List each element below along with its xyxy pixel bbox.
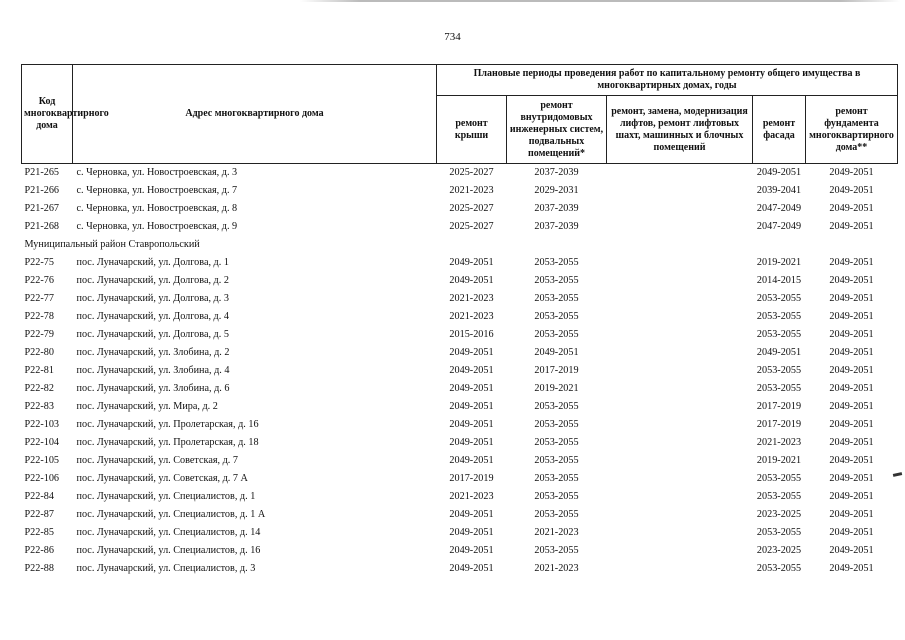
repair-schedule-table bbox=[21, 64, 898, 578]
cell-foundation: 2049-2051 bbox=[829, 563, 874, 574]
cell-elevators bbox=[607, 524, 753, 542]
table-row bbox=[22, 560, 898, 578]
cell-roof: 2049-2051 bbox=[449, 455, 494, 466]
cell-elevators bbox=[607, 200, 753, 218]
cell-code: P22-79 bbox=[24, 329, 54, 340]
table-row bbox=[22, 344, 898, 362]
header-foundation: ремонт фундамента многоквартирного дома** bbox=[806, 96, 898, 164]
cell-roof: 2025-2027 bbox=[449, 167, 494, 178]
cell-foundation: 2049-2051 bbox=[829, 419, 874, 430]
cell-roof: 2049-2051 bbox=[449, 275, 494, 286]
cell-elevators bbox=[607, 506, 753, 524]
cell-address: с. Черновка, ул. Новостроевская, д. 3 bbox=[76, 167, 238, 178]
top-rule bbox=[300, 0, 900, 2]
cell-foundation: 2049-2051 bbox=[829, 167, 874, 178]
table-row bbox=[22, 506, 898, 524]
table-row bbox=[22, 398, 898, 416]
cell-facade: 2021-2023 bbox=[756, 437, 802, 448]
page-number: 734 bbox=[444, 31, 461, 43]
cell-roof: 2021-2023 bbox=[449, 491, 494, 502]
header-facade: ремонт фасада bbox=[753, 96, 806, 164]
cell-roof: 2049-2051 bbox=[449, 365, 494, 376]
cell-code: P22-87 bbox=[24, 509, 54, 520]
cell-engineering: 2053-2055 bbox=[534, 437, 579, 448]
table-row bbox=[22, 218, 898, 236]
cell-engineering: 2053-2055 bbox=[534, 329, 579, 340]
table-row bbox=[22, 308, 898, 326]
table-row bbox=[22, 470, 898, 488]
cell-address: пос. Луначарский, ул. Советская, д. 7 bbox=[76, 455, 238, 466]
cell-foundation: 2049-2051 bbox=[829, 509, 874, 520]
cell-facade: 2053-2055 bbox=[756, 365, 802, 376]
cell-foundation: 2049-2051 bbox=[829, 365, 874, 376]
cell-address: пос. Луначарский, ул. Долгова, д. 4 bbox=[76, 311, 229, 322]
cell-foundation: 2049-2051 bbox=[829, 275, 874, 286]
cell-elevators bbox=[607, 560, 753, 578]
cell-address: пос. Луначарский, ул. Мира, д. 2 bbox=[76, 401, 218, 412]
cell-facade: 2023-2025 bbox=[756, 545, 802, 556]
cell-facade: 2053-2055 bbox=[756, 527, 802, 538]
cell-engineering: 2017-2019 bbox=[534, 365, 579, 376]
cell-engineering: 2049-2051 bbox=[534, 347, 579, 358]
cell-code: P22-82 bbox=[24, 383, 54, 394]
cell-facade: 2053-2055 bbox=[756, 293, 802, 304]
cell-engineering: 2021-2023 bbox=[534, 527, 579, 538]
cell-elevators bbox=[607, 380, 753, 398]
cell-roof: 2049-2051 bbox=[449, 347, 494, 358]
cell-foundation: 2049-2051 bbox=[829, 221, 874, 232]
table-row bbox=[22, 164, 898, 183]
header-engineering: ремонт внутридомовых инженерных систем, подвальных помещений* bbox=[507, 96, 607, 164]
cell-roof: 2049-2051 bbox=[449, 419, 494, 430]
cell-address: пос. Луначарский, ул. Долгова, д. 2 bbox=[76, 275, 229, 286]
cell-engineering: 2053-2055 bbox=[534, 419, 579, 430]
table-row bbox=[22, 416, 898, 434]
cell-foundation: 2049-2051 bbox=[829, 401, 874, 412]
cell-engineering: 2053-2055 bbox=[534, 545, 579, 556]
cell-facade: 2014-2015 bbox=[756, 275, 802, 286]
cell-engineering: 2053-2055 bbox=[534, 491, 579, 502]
cell-foundation: 2049-2051 bbox=[829, 347, 874, 358]
cell-code: P21-267 bbox=[24, 203, 60, 214]
cell-facade: 2023-2025 bbox=[756, 509, 802, 520]
cell-roof: 2049-2051 bbox=[449, 545, 494, 556]
cell-foundation: 2049-2051 bbox=[829, 491, 874, 502]
cell-engineering: 2053-2055 bbox=[534, 257, 579, 268]
cell-foundation: 2049-2051 bbox=[829, 257, 874, 268]
table-row bbox=[22, 290, 898, 308]
cell-code: P22-84 bbox=[24, 491, 54, 502]
cell-address: пос. Луначарский, ул. Долгова, д. 5 bbox=[76, 329, 229, 340]
cell-code: P21-268 bbox=[24, 221, 60, 232]
cell-foundation: 2049-2051 bbox=[829, 527, 874, 538]
table-row bbox=[22, 200, 898, 218]
table-body-group-1 bbox=[22, 164, 898, 237]
cell-roof: 2049-2051 bbox=[449, 563, 494, 574]
cell-address: пос. Луначарский, ул. Злобина, д. 6 bbox=[76, 383, 230, 394]
cell-code: P22-105 bbox=[24, 455, 60, 466]
cell-facade: 2053-2055 bbox=[756, 473, 802, 484]
table-row bbox=[22, 254, 898, 272]
cell-engineering: 2053-2055 bbox=[534, 401, 579, 412]
cell-foundation: 2049-2051 bbox=[829, 383, 874, 394]
cell-facade: 2053-2055 bbox=[756, 491, 802, 502]
section-row-group bbox=[22, 236, 898, 254]
cell-roof: 2017-2019 bbox=[449, 473, 494, 484]
cell-address: пос. Луначарский, ул. Специалистов, д. 14 bbox=[76, 527, 261, 538]
cell-roof: 2049-2051 bbox=[449, 401, 494, 412]
cell-code: P22-81 bbox=[24, 365, 54, 376]
cell-code: P22-75 bbox=[24, 257, 54, 268]
table-body-group-2 bbox=[22, 254, 898, 578]
cell-foundation: 2049-2051 bbox=[829, 293, 874, 304]
cell-facade: 2053-2055 bbox=[756, 563, 802, 574]
cell-elevators bbox=[607, 488, 753, 506]
cell-foundation: 2049-2051 bbox=[829, 311, 874, 322]
cell-engineering: 2053-2055 bbox=[534, 509, 579, 520]
cell-address: пос. Луначарский, ул. Специалистов, д. 3 bbox=[76, 563, 256, 574]
cell-code: P21-265 bbox=[24, 167, 60, 178]
table-row bbox=[22, 182, 898, 200]
cell-code: P22-83 bbox=[24, 401, 54, 412]
cell-roof: 2049-2051 bbox=[449, 527, 494, 538]
cell-roof: 2025-2027 bbox=[449, 203, 494, 214]
cell-code: P22-85 bbox=[24, 527, 54, 538]
cell-engineering: 2029-2031 bbox=[534, 185, 579, 196]
cell-engineering: 2037-2039 bbox=[534, 167, 579, 178]
cell-foundation: 2049-2051 bbox=[829, 185, 874, 196]
header-address: Адрес многоквартирного дома bbox=[73, 65, 437, 164]
cell-code: P22-76 bbox=[24, 275, 54, 286]
cell-address: пос. Луначарский, ул. Пролетарская, д. 16 bbox=[76, 419, 259, 430]
cell-facade: 2019-2021 bbox=[756, 455, 802, 466]
cell-code: P21-266 bbox=[24, 185, 60, 196]
cell-address: пос. Луначарский, ул. Долгова, д. 1 bbox=[76, 257, 229, 268]
cell-code: P22-106 bbox=[24, 473, 60, 484]
header-elevators: ремонт, замена, модернизация лифтов, ремонт лифтовых шахт, машинных и блочных помещений bbox=[607, 96, 753, 164]
cell-roof: 2049-2051 bbox=[449, 509, 494, 520]
cell-engineering: 2053-2055 bbox=[534, 275, 579, 286]
repair-schedule-table-wrap bbox=[21, 64, 897, 578]
cell-code: P22-80 bbox=[24, 347, 54, 358]
cell-engineering: 2037-2039 bbox=[534, 221, 579, 232]
cell-foundation: 2049-2051 bbox=[829, 203, 874, 214]
cell-facade: 2049-2051 bbox=[756, 167, 802, 178]
cell-address: пос. Луначарский, ул. Специалистов, д. 1 А bbox=[76, 509, 266, 520]
cell-address: с. Черновка, ул. Новостроевская, д. 9 bbox=[76, 221, 238, 232]
header-periods-group: Плановые периоды проведения работ по капитальному ремонту общего имущества в многоквартирных домах, годы bbox=[437, 65, 898, 96]
cell-foundation: 2049-2051 bbox=[829, 455, 874, 466]
section-title: Муниципальный район Ставропольский bbox=[24, 239, 200, 250]
cell-code: P22-86 bbox=[24, 545, 54, 556]
cell-address: пос. Луначарский, ул. Специалистов, д. 1 bbox=[76, 491, 256, 502]
cell-roof: 2021-2023 bbox=[449, 185, 494, 196]
cell-address: пос. Луначарский, ул. Советская, д. 7 А bbox=[76, 473, 248, 484]
cell-elevators bbox=[607, 344, 753, 362]
cell-address: пос. Луначарский, ул. Специалистов, д. 16 bbox=[76, 545, 261, 556]
cell-code: P22-103 bbox=[24, 419, 60, 430]
table-row bbox=[22, 452, 898, 470]
cell-elevators bbox=[607, 470, 753, 488]
cell-elevators bbox=[607, 362, 753, 380]
cell-engineering: 2053-2055 bbox=[534, 293, 579, 304]
table-row bbox=[22, 380, 898, 398]
cell-engineering: 2019-2021 bbox=[534, 383, 579, 394]
cell-engineering: 2053-2055 bbox=[534, 473, 579, 484]
cell-roof: 2021-2023 bbox=[449, 311, 494, 322]
cell-roof: 2049-2051 bbox=[449, 383, 494, 394]
table-row bbox=[22, 542, 898, 560]
table-row bbox=[22, 362, 898, 380]
table-row bbox=[22, 326, 898, 344]
cell-code: P22-88 bbox=[24, 563, 54, 574]
cell-engineering: 2053-2055 bbox=[534, 311, 579, 322]
cell-facade: 2039-2041 bbox=[756, 185, 802, 196]
cell-elevators bbox=[607, 254, 753, 272]
cell-elevators bbox=[607, 164, 753, 183]
cell-address: пос. Луначарский, ул. Злобина, д. 4 bbox=[76, 365, 230, 376]
cell-roof: 2025-2027 bbox=[449, 221, 494, 232]
cell-facade: 2053-2055 bbox=[756, 383, 802, 394]
cell-facade: 2047-2049 bbox=[756, 221, 802, 232]
cell-address: пос. Луначарский, ул. Пролетарская, д. 18 bbox=[76, 437, 259, 448]
cell-elevators bbox=[607, 272, 753, 290]
cell-elevators bbox=[607, 218, 753, 236]
cell-facade: 2017-2019 bbox=[756, 419, 802, 430]
cell-address: с. Черновка, ул. Новостроевская, д. 8 bbox=[76, 203, 238, 214]
table-row bbox=[22, 488, 898, 506]
header-roof: ремонт крыши bbox=[437, 96, 507, 164]
cell-elevators bbox=[607, 416, 753, 434]
cell-roof: 2015-2016 bbox=[449, 329, 494, 340]
cell-elevators bbox=[607, 182, 753, 200]
cell-code: P22-104 bbox=[24, 437, 60, 448]
header-code: Код многоквартирного дома bbox=[22, 65, 73, 164]
cell-engineering: 2037-2039 bbox=[534, 203, 579, 214]
cell-elevators bbox=[607, 290, 753, 308]
cell-elevators bbox=[607, 434, 753, 452]
cell-elevators bbox=[607, 542, 753, 560]
cell-address: пос. Луначарский, ул. Злобина, д. 2 bbox=[76, 347, 230, 358]
cell-facade: 2049-2051 bbox=[756, 347, 802, 358]
cell-facade: 2053-2055 bbox=[756, 329, 802, 340]
table-row bbox=[22, 524, 898, 542]
cell-engineering: 2053-2055 bbox=[534, 455, 579, 466]
table-row bbox=[22, 434, 898, 452]
cell-roof: 2049-2051 bbox=[449, 437, 494, 448]
cell-address: пос. Луначарский, ул. Долгова, д. 3 bbox=[76, 293, 229, 304]
cell-code: P22-78 bbox=[24, 311, 54, 322]
cell-address: с. Черновка, ул. Новостроевская, д. 7 bbox=[76, 185, 238, 196]
cell-elevators bbox=[607, 326, 753, 344]
cell-foundation: 2049-2051 bbox=[829, 437, 874, 448]
cell-code: P22-77 bbox=[24, 293, 54, 304]
section-row bbox=[22, 236, 898, 254]
cell-foundation: 2049-2051 bbox=[829, 545, 874, 556]
cell-facade: 2017-2019 bbox=[756, 401, 802, 412]
cell-facade: 2047-2049 bbox=[756, 203, 802, 214]
cell-elevators bbox=[607, 398, 753, 416]
cell-elevators bbox=[607, 308, 753, 326]
cell-roof: 2021-2023 bbox=[449, 293, 494, 304]
table-row bbox=[22, 272, 898, 290]
cell-facade: 2019-2021 bbox=[756, 257, 802, 268]
cell-engineering: 2021-2023 bbox=[534, 563, 579, 574]
cell-foundation: 2049-2051 bbox=[829, 329, 874, 340]
cell-elevators bbox=[607, 452, 753, 470]
cell-roof: 2049-2051 bbox=[449, 257, 494, 268]
cell-facade: 2053-2055 bbox=[756, 311, 802, 322]
cell-foundation: 2049-2051 bbox=[829, 473, 874, 484]
